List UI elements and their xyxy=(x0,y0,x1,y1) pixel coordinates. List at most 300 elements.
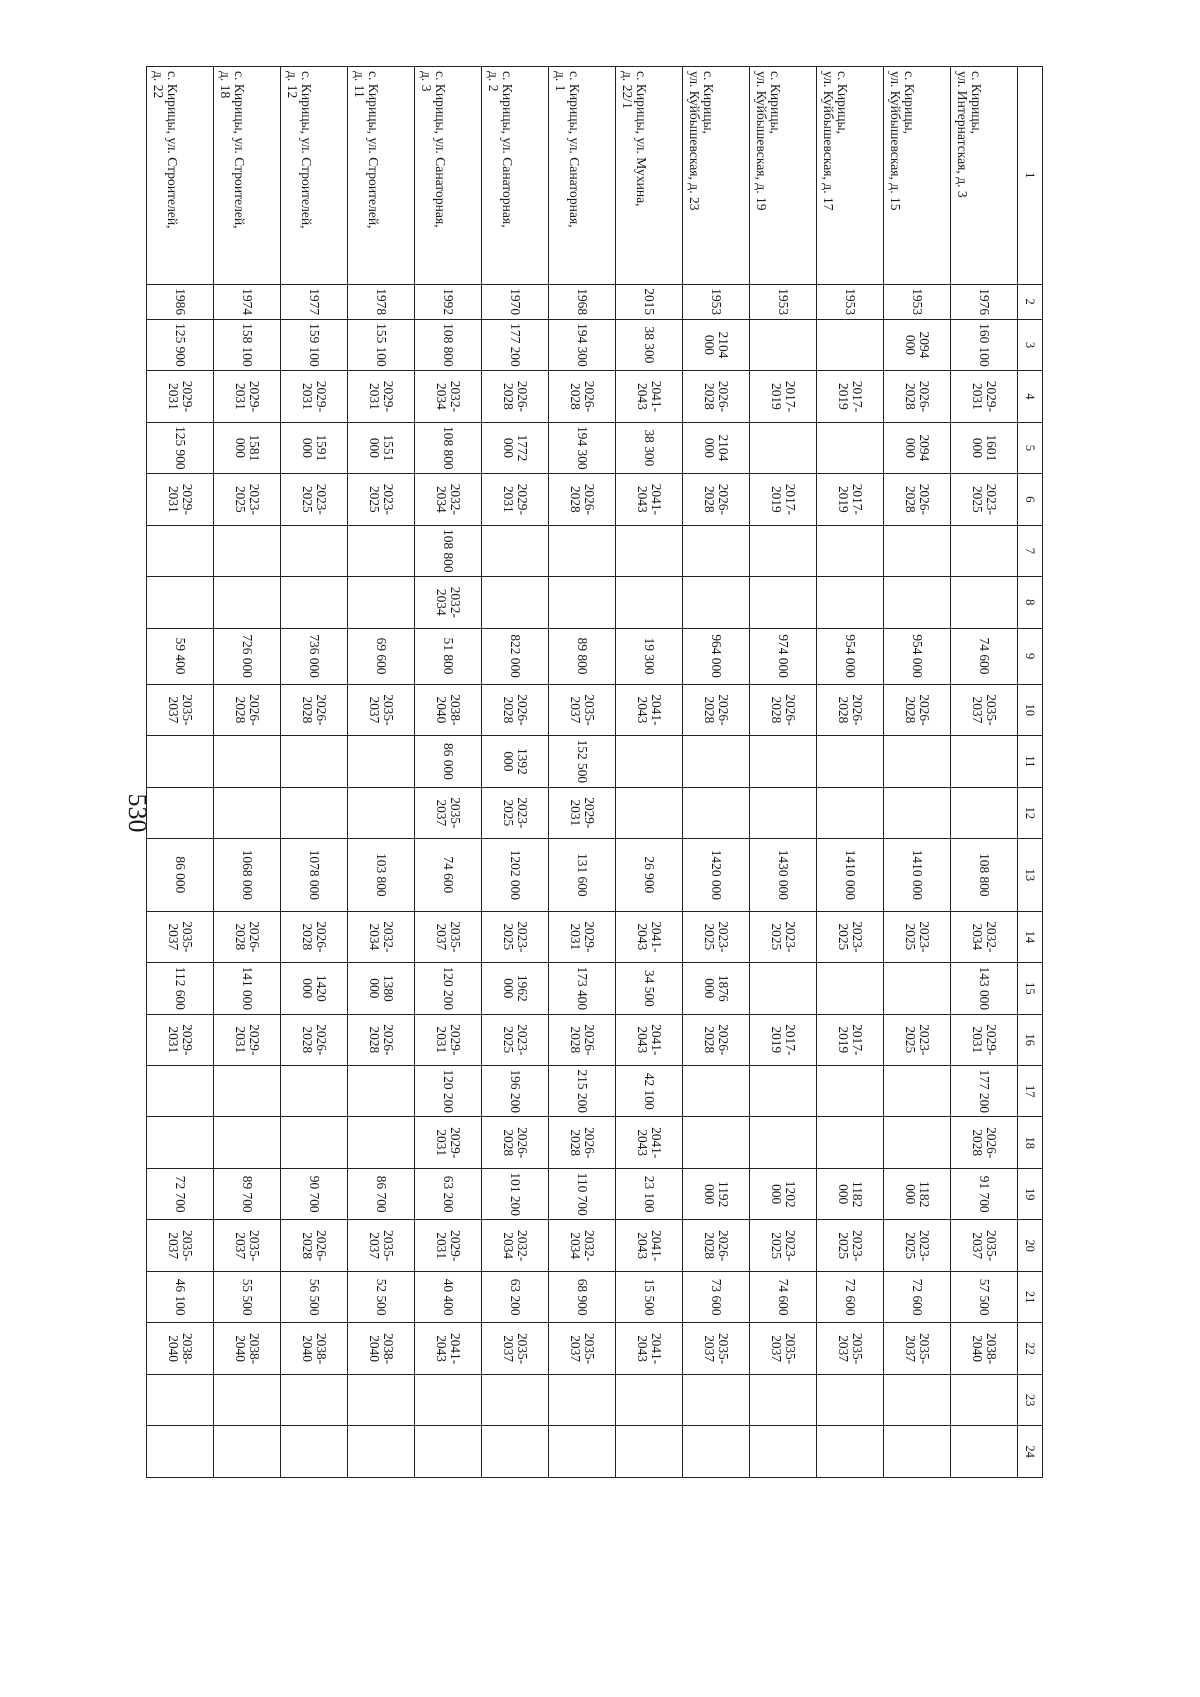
table-cell-col-6: 2041- 2043 xyxy=(616,474,683,525)
table-cell-col-2: 1953 xyxy=(750,284,817,319)
table-cell-col-17 xyxy=(147,1066,214,1117)
table-cell-col-8 xyxy=(348,577,415,628)
table-cell-col-22: 2041- 2043 xyxy=(415,1323,482,1374)
table-cell-col-10: 2026- 2028 xyxy=(281,684,348,735)
column-header-5: 5 xyxy=(1018,422,1043,473)
table-cell-col-23 xyxy=(415,1374,482,1425)
table-cell-col-24 xyxy=(214,1426,281,1478)
table-row xyxy=(683,67,750,1478)
table-cell-col-24 xyxy=(415,1426,482,1478)
table-cell-col-13: 1410 000 xyxy=(884,839,951,912)
table-cell-col-7 xyxy=(281,525,348,576)
table-cell-col-3: 38 300 xyxy=(616,319,683,370)
table-cell-col-18: 2026- 2028 xyxy=(951,1117,1018,1168)
table-cell-col-6: 2026- 2028 xyxy=(549,474,616,525)
table-cell-col-4: 2026- 2028 xyxy=(884,371,951,422)
column-header-23: 23 xyxy=(1018,1374,1043,1425)
table-cell-col-9: 954 000 xyxy=(884,628,951,684)
table-cell-col-3: 177 200 xyxy=(482,319,549,370)
table-cell-col-7 xyxy=(884,525,951,576)
table-cell-col-18 xyxy=(817,1117,884,1168)
table-cell-col-10: 2026- 2028 xyxy=(214,684,281,735)
table-cell-col-18 xyxy=(884,1117,951,1168)
table-cell-col-12 xyxy=(884,787,951,838)
table-cell-col-17 xyxy=(281,1066,348,1117)
table-cell-col-15: 173 400 xyxy=(549,963,616,1014)
table-cell-col-13: 1078 000 xyxy=(281,839,348,912)
table-cell-col-14: 2023- 2025 xyxy=(683,911,750,962)
table-cell-col-4: 2026- 2028 xyxy=(683,371,750,422)
table-cell-col-22: 2035- 2037 xyxy=(549,1323,616,1374)
column-header-8: 8 xyxy=(1018,577,1043,628)
address-cell: с. Кирицы, ул. Санаторная, д. 2 xyxy=(482,67,549,285)
column-header-10: 10 xyxy=(1018,684,1043,735)
table-cell-col-8 xyxy=(750,577,817,628)
table-cell-col-8 xyxy=(281,577,348,628)
table-cell-col-6: 2023- 2025 xyxy=(348,474,415,525)
table-cell-col-19: 63 200 xyxy=(415,1168,482,1219)
table-cell-col-24 xyxy=(549,1426,616,1478)
table-cell-col-8 xyxy=(214,577,281,628)
table-cell-col-22: 2038- 2040 xyxy=(147,1323,214,1374)
table-cell-col-22: 2035- 2037 xyxy=(817,1323,884,1374)
table-cell-col-24 xyxy=(817,1426,884,1478)
table-cell-col-16: 2026- 2028 xyxy=(549,1014,616,1065)
table-cell-col-8: 2032- 2034 xyxy=(415,577,482,628)
table-cell-col-5: 1601 000 xyxy=(951,422,1018,473)
table-cell-col-5: 1551 000 xyxy=(348,422,415,473)
table-cell-col-3: 125 900 xyxy=(147,319,214,370)
table-cell-col-18 xyxy=(348,1117,415,1168)
table-cell-col-17 xyxy=(817,1066,884,1117)
table-cell-col-23 xyxy=(147,1374,214,1425)
address-cell: с. Кирицы, ул. Санаторная, д. 1 xyxy=(549,67,616,285)
table-cell-col-16: 2029- 2031 xyxy=(214,1014,281,1065)
table-cell-col-8 xyxy=(549,577,616,628)
address-cell: с. Кирицы, ул. Строителей, д. 12 xyxy=(281,67,348,285)
table-cell-col-19: 110 700 xyxy=(549,1168,616,1219)
table-cell-col-16: 2029- 2031 xyxy=(147,1014,214,1065)
table-cell-col-22: 2038- 2040 xyxy=(281,1323,348,1374)
table-cell-col-18 xyxy=(750,1117,817,1168)
table-cell-col-5: 125 900 xyxy=(147,422,214,473)
table-cell-col-12: 2023- 2025 xyxy=(482,787,549,838)
table-cell-col-22: 2035- 2037 xyxy=(884,1323,951,1374)
table-cell-col-17 xyxy=(214,1066,281,1117)
table-cell-col-16: 2041- 2043 xyxy=(616,1014,683,1065)
column-header-15: 15 xyxy=(1018,963,1043,1014)
table-cell-col-7 xyxy=(683,525,750,576)
table-cell-col-4: 2017- 2019 xyxy=(750,371,817,422)
table-cell-col-11 xyxy=(884,736,951,787)
table-cell-col-23 xyxy=(482,1374,549,1425)
table-cell-col-21: 56 500 xyxy=(281,1271,348,1322)
address-cell: с. Кирицы, ул. Куйбышевская, д. 23 xyxy=(683,67,750,285)
table-cell-col-14: 2023- 2025 xyxy=(482,911,549,962)
table-cell-col-2: 1968 xyxy=(549,284,616,319)
table-cell-col-7 xyxy=(616,525,683,576)
table-cell-col-18: 2029- 2031 xyxy=(415,1117,482,1168)
table-cell-col-2: 1953 xyxy=(817,284,884,319)
table-cell-col-12: 2035- 2037 xyxy=(415,787,482,838)
table-cell-col-2: 1970 xyxy=(482,284,549,319)
table-cell-col-10: 2026- 2028 xyxy=(482,684,549,735)
table-cell-col-5: 2094 000 xyxy=(884,422,951,473)
table-cell-col-14: 2023- 2025 xyxy=(884,911,951,962)
address-cell: с. Кирицы, ул. Куйбышевская, д. 15 xyxy=(884,67,951,285)
table-cell-col-4: 2026- 2028 xyxy=(549,371,616,422)
address-cell: с. Кирицы, ул. Куйбышевская, д. 17 xyxy=(817,67,884,285)
table-cell-col-19: 1202 000 xyxy=(750,1168,817,1219)
table-cell-col-16: 2026- 2028 xyxy=(348,1014,415,1065)
table-cell-col-22: 2035- 2037 xyxy=(482,1323,549,1374)
table-cell-col-6: 2023- 2025 xyxy=(951,474,1018,525)
table-cell-col-2: 1974 xyxy=(214,284,281,319)
table-cell-col-17 xyxy=(348,1066,415,1117)
table-cell-col-5: 1772 000 xyxy=(482,422,549,473)
table-cell-col-24 xyxy=(683,1426,750,1478)
table-cell-col-11 xyxy=(348,736,415,787)
table-cell-col-20: 2032- 2034 xyxy=(549,1220,616,1271)
table-cell-col-5: 108 800 xyxy=(415,422,482,473)
address-cell: с. Кирицы, ул. Интернатская, д. 3 xyxy=(951,67,1018,285)
table-cell-col-16: 2023- 2025 xyxy=(482,1014,549,1065)
table-cell-col-9: 69 600 xyxy=(348,628,415,684)
table-cell-col-24 xyxy=(348,1426,415,1478)
table-row xyxy=(281,67,348,1478)
column-header-24: 24 xyxy=(1018,1426,1043,1478)
table-cell-col-9: 59 400 xyxy=(147,628,214,684)
table-row xyxy=(482,67,549,1478)
table-cell-col-14: 2035- 2037 xyxy=(415,911,482,962)
table-cell-col-2: 2015 xyxy=(616,284,683,319)
table-cell-col-11 xyxy=(817,736,884,787)
table-cell-col-24 xyxy=(147,1426,214,1478)
table-cell-col-11: 1392 000 xyxy=(482,736,549,787)
table-row xyxy=(147,67,214,1478)
table-cell-col-18 xyxy=(683,1117,750,1168)
table-cell-col-13: 86 000 xyxy=(147,839,214,912)
table-cell-col-3: 155 100 xyxy=(348,319,415,370)
table-cell-col-18 xyxy=(281,1117,348,1168)
table-cell-col-21: 55 500 xyxy=(214,1271,281,1322)
table-cell-col-20: 2023- 2025 xyxy=(817,1220,884,1271)
column-header-17: 17 xyxy=(1018,1066,1043,1117)
table-cell-col-24 xyxy=(750,1426,817,1478)
table-cell-col-6: 2023- 2025 xyxy=(214,474,281,525)
table-cell-col-14: 2023- 2025 xyxy=(817,911,884,962)
table-row xyxy=(750,67,817,1478)
table-cell-col-15: 1962 000 xyxy=(482,963,549,1014)
table-cell-col-13: 108 800 xyxy=(951,839,1018,912)
table-cell-col-3: 159 100 xyxy=(281,319,348,370)
table-cell-col-15: 34 500 xyxy=(616,963,683,1014)
table-cell-col-4: 2041- 2043 xyxy=(616,371,683,422)
table-cell-col-10: 2026- 2028 xyxy=(817,684,884,735)
table-cell-col-24 xyxy=(482,1426,549,1478)
table-cell-col-7 xyxy=(348,525,415,576)
address-cell: с. Кирицы, ул. Строителей, д. 18 xyxy=(214,67,281,285)
table-cell-col-10: 2035- 2037 xyxy=(348,684,415,735)
table-cell-col-12 xyxy=(750,787,817,838)
table-cell-col-8 xyxy=(951,577,1018,628)
table-cell-col-22: 2038- 2040 xyxy=(951,1323,1018,1374)
table-cell-col-15: 112 600 xyxy=(147,963,214,1014)
table-cell-col-12 xyxy=(683,787,750,838)
table-cell-col-22: 2035- 2037 xyxy=(750,1323,817,1374)
table-cell-col-23 xyxy=(281,1374,348,1425)
column-header-20: 20 xyxy=(1018,1220,1043,1271)
table-cell-col-7: 108 800 xyxy=(415,525,482,576)
table-cell-col-11 xyxy=(281,736,348,787)
table-cell-col-11 xyxy=(214,736,281,787)
table-cell-col-10: 2026- 2028 xyxy=(683,684,750,735)
table-cell-col-14: 2035- 2037 xyxy=(147,911,214,962)
table-cell-col-3 xyxy=(750,319,817,370)
table-cell-col-19: 72 700 xyxy=(147,1168,214,1219)
table-cell-col-10: 2035- 2037 xyxy=(951,684,1018,735)
table-cell-col-18: 2041- 2043 xyxy=(616,1117,683,1168)
table-cell-col-21: 68 900 xyxy=(549,1271,616,1322)
table-cell-col-20: 2023- 2025 xyxy=(750,1220,817,1271)
table-cell-col-13: 103 800 xyxy=(348,839,415,912)
table-cell-col-15: 1876 000 xyxy=(683,963,750,1014)
table-cell-col-16: 2023- 2025 xyxy=(884,1014,951,1065)
table-cell-col-8 xyxy=(683,577,750,628)
table-cell-col-5: 1581 000 xyxy=(214,422,281,473)
table-cell-col-20: 2035- 2037 xyxy=(214,1220,281,1271)
column-header-12: 12 xyxy=(1018,787,1043,838)
table-cell-col-5 xyxy=(817,422,884,473)
table-cell-col-12 xyxy=(214,787,281,838)
table-cell-col-5: 38 300 xyxy=(616,422,683,473)
table-cell-col-3: 160 100 xyxy=(951,319,1018,370)
table-cell-col-19: 1182 000 xyxy=(817,1168,884,1219)
table-cell-col-14: 2026- 2028 xyxy=(214,911,281,962)
table-cell-col-4: 2017- 2019 xyxy=(817,371,884,422)
table-cell-col-11 xyxy=(750,736,817,787)
table-cell-col-22: 2041- 2043 xyxy=(616,1323,683,1374)
address-cell: с. Кирицы, ул. Мухина, д. 22/1 xyxy=(616,67,683,285)
table-row xyxy=(616,67,683,1478)
table-cell-col-2: 1976 xyxy=(951,284,1018,319)
table-cell-col-16: 2029- 2031 xyxy=(951,1014,1018,1065)
table-cell-col-4: 2029- 2031 xyxy=(147,371,214,422)
table-cell-col-2: 1977 xyxy=(281,284,348,319)
table-cell-col-5: 2104 000 xyxy=(683,422,750,473)
column-header-2: 2 xyxy=(1018,284,1043,319)
table-cell-col-3: 194 300 xyxy=(549,319,616,370)
table-cell-col-2: 1986 xyxy=(147,284,214,319)
table-cell-col-9: 726 000 xyxy=(214,628,281,684)
table-cell-col-10: 2026- 2028 xyxy=(750,684,817,735)
table-cell-col-11 xyxy=(147,736,214,787)
table-cell-col-19: 101 200 xyxy=(482,1168,549,1219)
table-cell-col-15: 1420 000 xyxy=(281,963,348,1014)
table-cell-col-18 xyxy=(214,1117,281,1168)
column-header-9: 9 xyxy=(1018,628,1043,684)
table-cell-col-17: 42 100 xyxy=(616,1066,683,1117)
table-cell-col-13: 1420 000 xyxy=(683,839,750,912)
table-cell-col-21: 72 600 xyxy=(884,1271,951,1322)
table-cell-col-6: 2026- 2028 xyxy=(683,474,750,525)
address-cell: с. Кирицы, ул. Строителей, д. 22 xyxy=(147,67,214,285)
table-cell-col-19: 23 100 xyxy=(616,1168,683,1219)
repair-schedule-table xyxy=(146,66,1043,1478)
table-cell-col-23 xyxy=(683,1374,750,1425)
table-cell-col-20: 2026- 2028 xyxy=(683,1220,750,1271)
table-cell-col-4: 2032- 2034 xyxy=(415,371,482,422)
table-cell-col-5 xyxy=(750,422,817,473)
table-cell-col-21: 72 600 xyxy=(817,1271,884,1322)
table-cell-col-17: 196 200 xyxy=(482,1066,549,1117)
table-cell-col-15: 143 000 xyxy=(951,963,1018,1014)
table-cell-col-6: 2026- 2028 xyxy=(884,474,951,525)
table-cell-col-10: 2041- 2043 xyxy=(616,684,683,735)
table-cell-col-18: 2026- 2028 xyxy=(482,1117,549,1168)
table-cell-col-20: 2023- 2025 xyxy=(884,1220,951,1271)
column-header-21: 21 xyxy=(1018,1271,1043,1322)
table-cell-col-11: 86 000 xyxy=(415,736,482,787)
table-cell-col-9: 736 000 xyxy=(281,628,348,684)
table-cell-col-13: 1068 000 xyxy=(214,839,281,912)
table-row xyxy=(549,67,616,1478)
table-cell-col-6: 2023- 2025 xyxy=(281,474,348,525)
table-cell-col-11 xyxy=(951,736,1018,787)
table-cell-col-15 xyxy=(817,963,884,1014)
table-cell-col-4: 2029- 2031 xyxy=(281,371,348,422)
table-cell-col-13: 1202 000 xyxy=(482,839,549,912)
table-cell-col-16: 2017- 2019 xyxy=(817,1014,884,1065)
table-row xyxy=(817,67,884,1478)
table-cell-col-23 xyxy=(214,1374,281,1425)
table-cell-col-12: 2029- 2031 xyxy=(549,787,616,838)
table-cell-col-19: 90 700 xyxy=(281,1168,348,1219)
table-cell-col-19: 1182 000 xyxy=(884,1168,951,1219)
table-cell-col-19: 1192 000 xyxy=(683,1168,750,1219)
table-cell-col-7 xyxy=(549,525,616,576)
table-cell-col-20: 2035- 2037 xyxy=(951,1220,1018,1271)
table-cell-col-11: 152 500 xyxy=(549,736,616,787)
table-cell-col-19: 86 700 xyxy=(348,1168,415,1219)
table-cell-col-15: 120 200 xyxy=(415,963,482,1014)
table-cell-col-17: 120 200 xyxy=(415,1066,482,1117)
table-cell-col-23 xyxy=(951,1374,1018,1425)
table-cell-col-7 xyxy=(214,525,281,576)
column-header-6: 6 xyxy=(1018,474,1043,525)
table-cell-col-23 xyxy=(616,1374,683,1425)
table-cell-col-24 xyxy=(281,1426,348,1478)
table-cell-col-23 xyxy=(817,1374,884,1425)
rotated-table-container xyxy=(137,66,1043,1478)
table-cell-col-16: 2026- 2028 xyxy=(683,1014,750,1065)
table-cell-col-4: 2029- 2031 xyxy=(214,371,281,422)
table-cell-col-7 xyxy=(817,525,884,576)
table-cell-col-16: 2026- 2028 xyxy=(281,1014,348,1065)
table-cell-col-20: 2032- 2034 xyxy=(482,1220,549,1271)
table-cell-col-8 xyxy=(616,577,683,628)
table-cell-col-22: 2035- 2037 xyxy=(683,1323,750,1374)
table-cell-col-9: 964 000 xyxy=(683,628,750,684)
table-row xyxy=(415,67,482,1478)
table-cell-col-13: 26 900 xyxy=(616,839,683,912)
table-cell-col-12 xyxy=(348,787,415,838)
table-cell-col-10: 2035- 2037 xyxy=(147,684,214,735)
table-cell-col-9: 74 600 xyxy=(951,628,1018,684)
address-cell: с. Кирицы, ул. Строителей, д. 11 xyxy=(348,67,415,285)
table-cell-col-10: 2026- 2028 xyxy=(884,684,951,735)
table-cell-col-19: 91 700 xyxy=(951,1168,1018,1219)
table-cell-col-22: 2038- 2040 xyxy=(214,1323,281,1374)
table-cell-col-15: 1380 000 xyxy=(348,963,415,1014)
table-cell-col-21: 74 600 xyxy=(750,1271,817,1322)
column-header-4: 4 xyxy=(1018,371,1043,422)
table-cell-col-19: 89 700 xyxy=(214,1168,281,1219)
table-cell-col-15 xyxy=(750,963,817,1014)
table-cell-col-3 xyxy=(817,319,884,370)
table-cell-col-3: 2104 000 xyxy=(683,319,750,370)
table-cell-col-2: 1978 xyxy=(348,284,415,319)
table-cell-col-20: 2035- 2037 xyxy=(348,1220,415,1271)
table-cell-col-17 xyxy=(683,1066,750,1117)
table-cell-col-13: 131 600 xyxy=(549,839,616,912)
column-header-22: 22 xyxy=(1018,1323,1043,1374)
table-row xyxy=(951,67,1018,1478)
table-cell-col-9: 822 000 xyxy=(482,628,549,684)
table-cell-col-17: 177 200 xyxy=(951,1066,1018,1117)
table-cell-col-4: 2026- 2028 xyxy=(482,371,549,422)
table-cell-col-6: 2032- 2034 xyxy=(415,474,482,525)
address-cell: с. Кирицы, ул. Санаторная, д. 3 xyxy=(415,67,482,285)
table-cell-col-12 xyxy=(951,787,1018,838)
table-cell-col-22: 2038- 2040 xyxy=(348,1323,415,1374)
column-header-11: 11 xyxy=(1018,736,1043,787)
column-header-18: 18 xyxy=(1018,1117,1043,1168)
column-number-header xyxy=(1018,67,1043,1478)
table-cell-col-21: 52 500 xyxy=(348,1271,415,1322)
table-cell-col-15 xyxy=(884,963,951,1014)
table-cell-col-7 xyxy=(750,525,817,576)
column-header-7: 7 xyxy=(1018,525,1043,576)
table-cell-col-13: 1430 000 xyxy=(750,839,817,912)
table-cell-col-18: 2026- 2028 xyxy=(549,1117,616,1168)
table-cell-col-24 xyxy=(951,1426,1018,1478)
column-header-1: 1 xyxy=(1018,67,1043,285)
column-header-3: 3 xyxy=(1018,319,1043,370)
table-cell-col-20: 2029- 2031 xyxy=(415,1220,482,1271)
column-header-19: 19 xyxy=(1018,1168,1043,1219)
table-cell-col-9: 954 000 xyxy=(817,628,884,684)
table-cell-col-3: 158 100 xyxy=(214,319,281,370)
table-cell-col-14: 2032- 2034 xyxy=(951,911,1018,962)
table-cell-col-6: 2017- 2019 xyxy=(817,474,884,525)
table-cell-col-12 xyxy=(616,787,683,838)
table-cell-col-10: 2035- 2037 xyxy=(549,684,616,735)
table-cell-col-23 xyxy=(348,1374,415,1425)
table-cell-col-23 xyxy=(884,1374,951,1425)
table-cell-col-21: 57 500 xyxy=(951,1271,1018,1322)
table-cell-col-18 xyxy=(147,1117,214,1168)
table-cell-col-10: 2038- 2040 xyxy=(415,684,482,735)
table-cell-col-16: 2029- 2031 xyxy=(415,1014,482,1065)
table-cell-col-7 xyxy=(147,525,214,576)
table-cell-col-6: 2029- 2031 xyxy=(147,474,214,525)
table-cell-col-9: 19 300 xyxy=(616,628,683,684)
table-cell-col-14: 2041- 2043 xyxy=(616,911,683,962)
table-cell-col-14: 2029- 2031 xyxy=(549,911,616,962)
table-cell-col-24 xyxy=(616,1426,683,1478)
table-cell-col-9: 89 800 xyxy=(549,628,616,684)
